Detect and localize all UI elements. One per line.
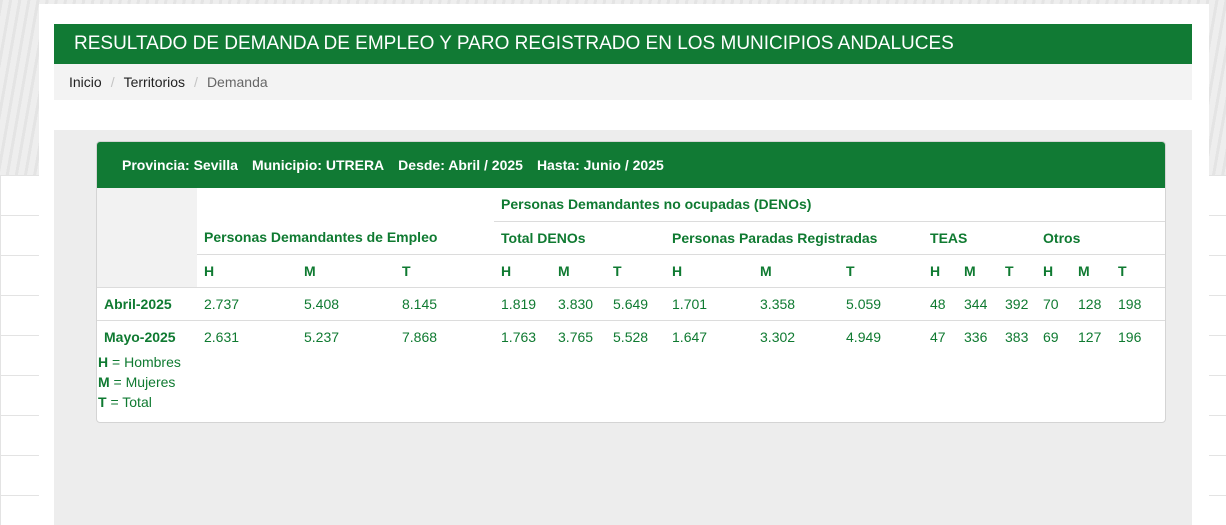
table-cell: 7.868 bbox=[395, 320, 494, 353]
table-row bbox=[97, 320, 1166, 353]
col-otros: Otros bbox=[1036, 221, 1166, 254]
table-cell: 392 bbox=[998, 287, 1036, 320]
legend-item: T = Total bbox=[98, 394, 152, 410]
table-cell: 5.649 bbox=[606, 287, 665, 320]
table-cell: 196 bbox=[1111, 320, 1166, 353]
table-cell: 5.528 bbox=[606, 320, 665, 353]
table-row bbox=[97, 287, 1166, 320]
filter-desde: Desde: Abril / 2025 bbox=[398, 157, 523, 173]
breadcrumb-separator: / bbox=[194, 74, 198, 90]
sub-h: H bbox=[1036, 254, 1071, 287]
table-cell: 1.647 bbox=[665, 320, 753, 353]
table-cell: 48 bbox=[923, 287, 957, 320]
col-paradas: Personas Paradas Registradas bbox=[665, 221, 923, 254]
sub-m: M bbox=[551, 254, 606, 287]
results-card bbox=[96, 141, 1166, 423]
header-row-group bbox=[97, 188, 1166, 221]
table-cell: 127 bbox=[1071, 320, 1111, 353]
table-cell: 4.949 bbox=[839, 320, 923, 353]
filter-provincia: Provincia: Sevilla bbox=[122, 157, 238, 173]
breadcrumb-current: Demanda bbox=[206, 74, 268, 90]
table-cell: 1.701 bbox=[665, 287, 753, 320]
table-cell: 336 bbox=[957, 320, 998, 353]
table-cell: 69 bbox=[1036, 320, 1071, 353]
col-total-denos: Total DENOs bbox=[494, 221, 665, 254]
col-teas: TEAS bbox=[923, 221, 1036, 254]
table-cell: 2.737 bbox=[197, 287, 297, 320]
page-title: RESULTADO DE DEMANDA DE EMPLEO Y PARO REGISTRADO EN LOS MUNICIPIOS ANDALUCES bbox=[54, 24, 1192, 64]
table-cell: 8.145 bbox=[395, 287, 494, 320]
legend bbox=[97, 352, 1165, 412]
sub-m: M bbox=[1071, 254, 1111, 287]
table-cell: 383 bbox=[998, 320, 1036, 353]
col-demandantes: Personas Demandantes de Empleo bbox=[204, 229, 438, 246]
header-row-sub bbox=[97, 254, 1166, 287]
table-cell: 1.763 bbox=[494, 320, 551, 353]
sub-h: H bbox=[665, 254, 753, 287]
table-cell: 198 bbox=[1111, 287, 1166, 320]
sub-t: T bbox=[395, 254, 494, 287]
breadcrumb bbox=[54, 64, 1192, 100]
table-cell: 1.819 bbox=[494, 287, 551, 320]
sub-h: H bbox=[923, 254, 957, 287]
table-cell: 47 bbox=[923, 320, 957, 353]
table-cell: 2.631 bbox=[197, 320, 297, 353]
sub-m: M bbox=[957, 254, 998, 287]
table-cell: 3.358 bbox=[753, 287, 839, 320]
sub-t: T bbox=[1111, 254, 1166, 287]
table-cell: 70 bbox=[1036, 287, 1071, 320]
results-table bbox=[97, 188, 1166, 353]
filter-summary bbox=[97, 142, 1165, 188]
table-cell: 128 bbox=[1071, 287, 1111, 320]
legend-item: M = Mujeres bbox=[98, 374, 176, 390]
sub-h: H bbox=[197, 254, 297, 287]
table-cell: 5.059 bbox=[839, 287, 923, 320]
content-area bbox=[54, 130, 1192, 525]
page-container bbox=[39, 4, 1209, 525]
table-cell: 3.765 bbox=[551, 320, 606, 353]
filter-municipio: Municipio: UTRERA bbox=[251, 157, 385, 173]
table-cell: 3.302 bbox=[753, 320, 839, 353]
breadcrumb-inicio[interactable]: Inicio bbox=[69, 74, 102, 90]
table-cell: 3.830 bbox=[551, 287, 606, 320]
group-header-denos: Personas Demandantes no ocupadas (DENOs) bbox=[501, 196, 812, 213]
sub-m: M bbox=[753, 254, 839, 287]
table-cell: 5.237 bbox=[297, 320, 395, 353]
legend-item: H = Hombres bbox=[98, 354, 181, 370]
breadcrumb-separator: / bbox=[110, 74, 115, 90]
sub-t: T bbox=[839, 254, 923, 287]
sub-t: T bbox=[998, 254, 1036, 287]
row-label: Abril-2025 bbox=[97, 287, 197, 320]
sub-t: T bbox=[606, 254, 665, 287]
sub-m: M bbox=[297, 254, 395, 287]
table-cell: 5.408 bbox=[297, 287, 395, 320]
table-cell: 344 bbox=[957, 287, 998, 320]
breadcrumb-territorios[interactable]: Territorios bbox=[123, 74, 186, 90]
row-label: Mayo-2025 bbox=[97, 320, 197, 353]
header-row-categories bbox=[97, 221, 1166, 254]
sub-h: H bbox=[494, 254, 551, 287]
filter-hasta: Hasta: Junio / 2025 bbox=[536, 157, 664, 173]
